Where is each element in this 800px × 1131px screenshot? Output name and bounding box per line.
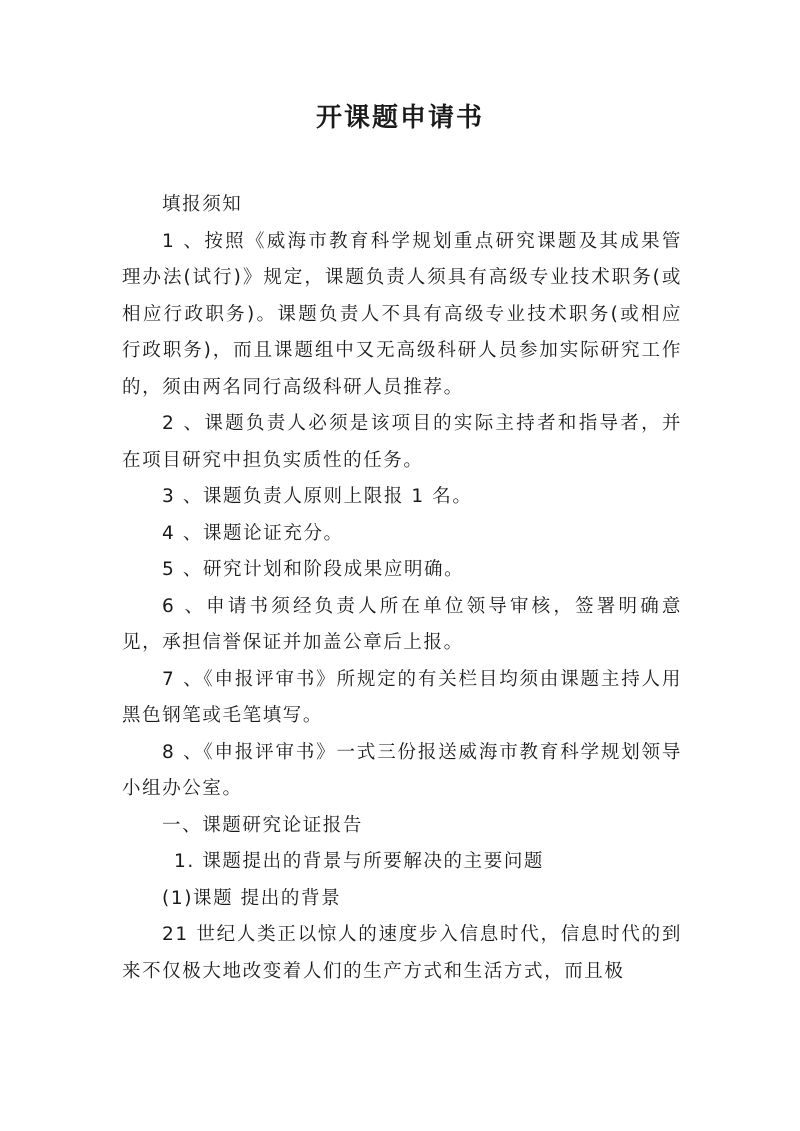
background-paragraph: 21 世纪人类正以惊人的速度步入信息时代，信息时代的到来不仅极大地改变着人们的生产方式和生活方式，而且极: [122, 924, 682, 982]
document-title: 开课题申请书: [315, 103, 484, 133]
subsubsection-heading: (1)课题 提出的背景: [162, 887, 342, 909]
notice-item-6: 6 、申请书须经负责人所在单位领导审核，签署明确意见，承担信誉保证并加盖公章后上报。: [122, 595, 682, 653]
notice-item-5: 5 、研究计划和阶段成果应明确。: [162, 559, 465, 580]
section-heading-report: 一、课题研究论证报告: [162, 814, 364, 836]
notice-heading: 填报须知: [162, 194, 243, 215]
notice-item-3: 3 、课题负责人原则上限报 1 名。: [162, 486, 473, 507]
notice-item-7: 7 、《申报评审书》所规定的有关栏目均须由课题主持人用黑色钢笔或毛笔填写。: [122, 668, 682, 726]
document-body: [122, 187, 682, 990]
notice-item-8: 8 、《申报评审书》一式三份报送威海市教育科学规划领导小组办公室。: [122, 741, 682, 799]
notice-item-4: 4 、课题论证充分。: [162, 522, 344, 544]
notice-item-1: 1 、按照《威海市教育科学规划重点研究课题及其成果管理办法(试行)》规定，课题负责人须具有高级专业技术职务(或相应行政职务)。课题负责人不具有高级专业技术职务(或相应行政职务)，而且课题组中又无高级科研人员参加实际研究工作的，须由两名同行高级科研人员推荐。: [122, 230, 682, 398]
notice-item-2: 2 、课题负责人必须是该项目的实际主持者和指导者，并在项目研究中担负实质性的任务。: [122, 413, 682, 471]
subsection-heading-background: 1. 课题提出的背景与所要解决的主要问题: [174, 851, 545, 872]
